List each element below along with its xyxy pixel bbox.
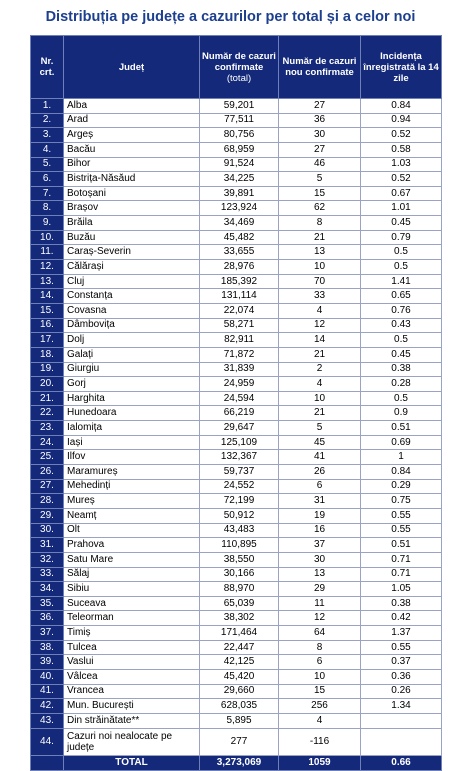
- row-number-cell: 25.: [31, 450, 64, 465]
- incidence-cell: 0.84: [361, 465, 442, 480]
- new-cases-cell: 15: [279, 186, 361, 201]
- total-incidenta: 0.66: [361, 755, 442, 770]
- new-cases-cell: 10: [279, 260, 361, 275]
- county-name-cell: Satu Mare: [64, 552, 200, 567]
- table-row: [31, 523, 442, 538]
- row-number-cell: 31.: [31, 538, 64, 553]
- row-number-cell: 20.: [31, 377, 64, 392]
- header-nr-line2: crt.: [39, 67, 55, 78]
- row-number-cell: 4.: [31, 142, 64, 157]
- table-row: [31, 699, 442, 714]
- confirmed-total-cell: 33,655: [200, 245, 279, 260]
- confirmed-total-cell: 31,839: [200, 362, 279, 377]
- incidence-cell: 0.5: [361, 245, 442, 260]
- confirmed-total-cell: 58,271: [200, 318, 279, 333]
- new-cases-cell: 4: [279, 303, 361, 318]
- new-cases-cell: 30: [279, 128, 361, 143]
- row-number-cell: 2.: [31, 113, 64, 128]
- county-name-cell: Bacău: [64, 142, 200, 157]
- new-cases-cell: 30: [279, 552, 361, 567]
- incidence-cell: 0.55: [361, 508, 442, 523]
- row-number-cell: 27.: [31, 479, 64, 494]
- confirmed-total-cell: 59,737: [200, 465, 279, 480]
- table-row: [31, 333, 442, 348]
- incidence-cell: 0.71: [361, 567, 442, 582]
- county-name-cell: Argeș: [64, 128, 200, 143]
- new-cases-cell: 70: [279, 274, 361, 289]
- new-cases-cell: 11: [279, 596, 361, 611]
- table-row: [31, 421, 442, 436]
- county-name-cell: Vrancea: [64, 684, 200, 699]
- total-label-spacer: [31, 755, 64, 770]
- county-name-cell: Constanța: [64, 289, 200, 304]
- row-number-cell: 24.: [31, 435, 64, 450]
- table-row: [31, 728, 442, 755]
- incidence-cell: 1.37: [361, 626, 442, 641]
- confirmed-total-cell: 22,447: [200, 640, 279, 655]
- row-number-cell: 12.: [31, 260, 64, 275]
- table-row: [31, 289, 442, 304]
- row-number-cell: 39.: [31, 655, 64, 670]
- confirmed-total-cell: 125,109: [200, 435, 279, 450]
- county-name-cell: Teleorman: [64, 611, 200, 626]
- incidence-cell: 1.05: [361, 582, 442, 597]
- total-confirmate: 3,273,069: [200, 755, 279, 770]
- row-number-cell: 15.: [31, 303, 64, 318]
- county-name-cell: Hunedoara: [64, 406, 200, 421]
- county-name-cell: Iași: [64, 435, 200, 450]
- confirmed-total-cell: 30,166: [200, 567, 279, 582]
- row-number-cell: 1.: [31, 99, 64, 114]
- confirmed-total-cell: 34,225: [200, 172, 279, 187]
- row-number-cell: 21.: [31, 391, 64, 406]
- new-cases-cell: 10: [279, 391, 361, 406]
- incidence-cell: 0.65: [361, 289, 442, 304]
- table-row: [31, 713, 442, 728]
- county-name-cell: Sălaj: [64, 567, 200, 582]
- confirmed-total-cell: 80,756: [200, 128, 279, 143]
- county-name-cell: Dâmbovița: [64, 318, 200, 333]
- incidence-cell: 0.5: [361, 260, 442, 275]
- confirmed-total-cell: 71,872: [200, 347, 279, 362]
- row-number-cell: 19.: [31, 362, 64, 377]
- county-name-cell: Suceava: [64, 596, 200, 611]
- county-name-cell: Timiș: [64, 626, 200, 641]
- table-row: [31, 99, 442, 114]
- confirmed-total-cell: 88,970: [200, 582, 279, 597]
- county-name-cell: Neamț: [64, 508, 200, 523]
- table-row: [31, 567, 442, 582]
- confirmed-total-cell: 628,035: [200, 699, 279, 714]
- table-row: [31, 465, 442, 480]
- table-row: [31, 538, 442, 553]
- incidence-cell: [361, 728, 442, 755]
- table-row: [31, 435, 442, 450]
- county-name-cell: Mehedinți: [64, 479, 200, 494]
- county-name-cell: Gorj: [64, 377, 200, 392]
- header-judet: Județ: [64, 36, 200, 99]
- table-row: [31, 230, 442, 245]
- county-name-cell: Galați: [64, 347, 200, 362]
- new-cases-cell: 36: [279, 113, 361, 128]
- table-body: [31, 99, 442, 756]
- new-cases-cell: 21: [279, 406, 361, 421]
- incidence-cell: 0.9: [361, 406, 442, 421]
- county-name-cell: Călărași: [64, 260, 200, 275]
- incidence-cell: 1: [361, 450, 442, 465]
- confirmed-total-cell: 28,976: [200, 260, 279, 275]
- new-cases-cell: 31: [279, 494, 361, 509]
- county-name-cell: Ialomița: [64, 421, 200, 436]
- county-name-cell: Sibiu: [64, 582, 200, 597]
- new-cases-cell: 13: [279, 567, 361, 582]
- header-confirmate: [200, 36, 279, 99]
- row-number-cell: 42.: [31, 699, 64, 714]
- row-number-cell: 10.: [31, 230, 64, 245]
- new-cases-cell: 10: [279, 669, 361, 684]
- county-name-cell: Giurgiu: [64, 362, 200, 377]
- row-number-cell: 11.: [31, 245, 64, 260]
- incidence-cell: [361, 713, 442, 728]
- table-row: [31, 142, 442, 157]
- incidence-cell: 0.36: [361, 669, 442, 684]
- table-row: [31, 406, 442, 421]
- incidence-cell: 0.51: [361, 538, 442, 553]
- row-number-cell: 23.: [31, 421, 64, 436]
- county-name-cell: Vaslui: [64, 655, 200, 670]
- new-cases-cell: 26: [279, 465, 361, 480]
- row-number-cell: 8.: [31, 201, 64, 216]
- county-name-cell: Vâlcea: [64, 669, 200, 684]
- confirmed-total-cell: 59,201: [200, 99, 279, 114]
- row-number-cell: 44.: [31, 728, 64, 755]
- new-cases-cell: 2: [279, 362, 361, 377]
- row-number-cell: 13.: [31, 274, 64, 289]
- row-number-cell: 40.: [31, 669, 64, 684]
- confirmed-total-cell: 185,392: [200, 274, 279, 289]
- new-cases-cell: 46: [279, 157, 361, 172]
- incidence-cell: 0.38: [361, 596, 442, 611]
- row-number-cell: 7.: [31, 186, 64, 201]
- county-name-cell: Arad: [64, 113, 200, 128]
- incidence-cell: 0.76: [361, 303, 442, 318]
- county-name-cell: Mun. București: [64, 699, 200, 714]
- county-cases-table: [30, 35, 442, 771]
- confirmed-total-cell: 277: [200, 728, 279, 755]
- table-row: [31, 362, 442, 377]
- county-name-cell: Maramureș: [64, 465, 200, 480]
- incidence-cell: 1.41: [361, 274, 442, 289]
- row-number-cell: 17.: [31, 333, 64, 348]
- header-confirmate-sub: (total): [226, 72, 252, 84]
- new-cases-cell: 16: [279, 523, 361, 538]
- header-noi: Număr de cazuri nou confirmate: [279, 36, 361, 99]
- incidence-cell: 0.79: [361, 230, 442, 245]
- incidence-cell: 0.42: [361, 611, 442, 626]
- confirmed-total-cell: 91,524: [200, 157, 279, 172]
- new-cases-cell: 37: [279, 538, 361, 553]
- table-row: [31, 274, 442, 289]
- incidence-cell: 0.28: [361, 377, 442, 392]
- row-number-cell: 37.: [31, 626, 64, 641]
- confirmed-total-cell: 39,891: [200, 186, 279, 201]
- total-noi: 1059: [279, 755, 361, 770]
- county-name-cell: Caraș-Severin: [64, 245, 200, 260]
- confirmed-total-cell: 123,924: [200, 201, 279, 216]
- table-row: [31, 669, 442, 684]
- new-cases-cell: 21: [279, 230, 361, 245]
- total-label: TOTAL: [64, 755, 200, 770]
- confirmed-total-cell: 77,511: [200, 113, 279, 128]
- incidence-cell: 0.84: [361, 99, 442, 114]
- county-name-cell: Bihor: [64, 157, 200, 172]
- new-cases-cell: 62: [279, 201, 361, 216]
- confirmed-total-cell: 38,302: [200, 611, 279, 626]
- incidence-cell: 0.5: [361, 333, 442, 348]
- county-name-cell: Prahova: [64, 538, 200, 553]
- row-number-cell: 9.: [31, 216, 64, 231]
- header-incidenta: Incidența înregistrată la 14 zile: [361, 36, 442, 99]
- table-row: [31, 596, 442, 611]
- confirmed-total-cell: 171,464: [200, 626, 279, 641]
- new-cases-cell: 33: [279, 289, 361, 304]
- table-header-row: [31, 36, 442, 99]
- row-number-cell: 43.: [31, 713, 64, 728]
- table-row: [31, 186, 442, 201]
- new-cases-cell: 6: [279, 655, 361, 670]
- new-cases-cell: 256: [279, 699, 361, 714]
- county-name-cell: Olt: [64, 523, 200, 538]
- confirmed-total-cell: 50,912: [200, 508, 279, 523]
- confirmed-total-cell: 45,420: [200, 669, 279, 684]
- row-number-cell: 18.: [31, 347, 64, 362]
- new-cases-cell: 8: [279, 640, 361, 655]
- incidence-cell: 0.69: [361, 435, 442, 450]
- confirmed-total-cell: 29,660: [200, 684, 279, 699]
- incidence-cell: 1.34: [361, 699, 442, 714]
- table-row: [31, 245, 442, 260]
- table-row: [31, 640, 442, 655]
- incidence-cell: 0.45: [361, 216, 442, 231]
- confirmed-total-cell: 72,199: [200, 494, 279, 509]
- header-confirmate-label: Număr de cazuri confirmate: [202, 50, 276, 73]
- confirmed-total-cell: 43,483: [200, 523, 279, 538]
- county-name-cell: Harghita: [64, 391, 200, 406]
- table-row: [31, 260, 442, 275]
- incidence-cell: 0.51: [361, 421, 442, 436]
- new-cases-cell: 13: [279, 245, 361, 260]
- incidence-cell: 0.71: [361, 552, 442, 567]
- row-number-cell: 33.: [31, 567, 64, 582]
- new-cases-cell: 6: [279, 479, 361, 494]
- incidence-cell: 0.58: [361, 142, 442, 157]
- new-cases-cell: 27: [279, 99, 361, 114]
- confirmed-total-cell: 38,550: [200, 552, 279, 567]
- county-name-cell: Covasna: [64, 303, 200, 318]
- confirmed-total-cell: 66,219: [200, 406, 279, 421]
- incidence-cell: 1.03: [361, 157, 442, 172]
- confirmed-total-cell: 24,594: [200, 391, 279, 406]
- row-number-cell: 5.: [31, 157, 64, 172]
- incidence-cell: 0.67: [361, 186, 442, 201]
- county-name-cell: Brăila: [64, 216, 200, 231]
- table-row: [31, 128, 442, 143]
- incidence-cell: 0.94: [361, 113, 442, 128]
- incidence-cell: 0.43: [361, 318, 442, 333]
- table-row: [31, 684, 442, 699]
- row-number-cell: 22.: [31, 406, 64, 421]
- incidence-cell: 0.45: [361, 347, 442, 362]
- incidence-cell: 0.38: [361, 362, 442, 377]
- page-title: Distribuția pe județe a cazurilor per total și a celor noi: [45, 9, 416, 25]
- table-row: [31, 611, 442, 626]
- incidence-cell: 0.55: [361, 523, 442, 538]
- confirmed-total-cell: 45,482: [200, 230, 279, 245]
- confirmed-total-cell: 68,959: [200, 142, 279, 157]
- table-row: [31, 508, 442, 523]
- county-name-cell: Din străinătate**: [64, 713, 200, 728]
- county-name-cell: Bistrița-Năsăud: [64, 172, 200, 187]
- table-row: [31, 303, 442, 318]
- new-cases-cell: 19: [279, 508, 361, 523]
- confirmed-total-cell: 24,552: [200, 479, 279, 494]
- new-cases-cell: 27: [279, 142, 361, 157]
- new-cases-cell: 8: [279, 216, 361, 231]
- new-cases-cell: 12: [279, 611, 361, 626]
- new-cases-cell: 14: [279, 333, 361, 348]
- table-row: [31, 172, 442, 187]
- row-number-cell: 3.: [31, 128, 64, 143]
- confirmed-total-cell: 110,895: [200, 538, 279, 553]
- new-cases-cell: 5: [279, 172, 361, 187]
- county-name-cell: Alba: [64, 99, 200, 114]
- row-number-cell: 28.: [31, 494, 64, 509]
- table-row: [31, 450, 442, 465]
- header-nr-line1: Nr.: [40, 56, 54, 67]
- new-cases-cell: 45: [279, 435, 361, 450]
- table-row: [31, 201, 442, 216]
- confirmed-total-cell: 29,647: [200, 421, 279, 436]
- table-row: [31, 582, 442, 597]
- incidence-cell: 0.55: [361, 640, 442, 655]
- table-row: [31, 157, 442, 172]
- row-number-cell: 36.: [31, 611, 64, 626]
- table-row: [31, 494, 442, 509]
- confirmed-total-cell: 131,114: [200, 289, 279, 304]
- county-name-cell: Mureș: [64, 494, 200, 509]
- confirmed-total-cell: 24,959: [200, 377, 279, 392]
- row-number-cell: 38.: [31, 640, 64, 655]
- new-cases-cell: 64: [279, 626, 361, 641]
- confirmed-total-cell: 22,074: [200, 303, 279, 318]
- row-number-cell: 30.: [31, 523, 64, 538]
- county-name-cell: Tulcea: [64, 640, 200, 655]
- row-number-cell: 35.: [31, 596, 64, 611]
- new-cases-cell: 12: [279, 318, 361, 333]
- new-cases-cell: 4: [279, 713, 361, 728]
- table-total-row: [31, 755, 442, 770]
- new-cases-cell: 5: [279, 421, 361, 436]
- table-row: [31, 216, 442, 231]
- row-number-cell: 34.: [31, 582, 64, 597]
- new-cases-cell: 41: [279, 450, 361, 465]
- confirmed-total-cell: 42,125: [200, 655, 279, 670]
- incidence-cell: 0.26: [361, 684, 442, 699]
- incidence-cell: 0.75: [361, 494, 442, 509]
- county-name-cell: Ilfov: [64, 450, 200, 465]
- county-name-cell: Botoșani: [64, 186, 200, 201]
- table-row: [31, 377, 442, 392]
- incidence-cell: 1.01: [361, 201, 442, 216]
- county-name-cell: Brașov: [64, 201, 200, 216]
- table-row: [31, 347, 442, 362]
- table-row: [31, 113, 442, 128]
- row-number-cell: 14.: [31, 289, 64, 304]
- confirmed-total-cell: 5,895: [200, 713, 279, 728]
- header-nr: [31, 36, 64, 99]
- county-name-cell: Cazuri noi nealocate pe județe: [64, 728, 200, 755]
- incidence-cell: 0.29: [361, 479, 442, 494]
- row-number-cell: 29.: [31, 508, 64, 523]
- table-row: [31, 655, 442, 670]
- confirmed-total-cell: 82,911: [200, 333, 279, 348]
- county-name-cell: Buzău: [64, 230, 200, 245]
- new-cases-cell: 15: [279, 684, 361, 699]
- row-number-cell: 32.: [31, 552, 64, 567]
- new-cases-cell: 4: [279, 377, 361, 392]
- table-row: [31, 391, 442, 406]
- row-number-cell: 26.: [31, 465, 64, 480]
- county-name-cell: Dolj: [64, 333, 200, 348]
- county-name-cell: Cluj: [64, 274, 200, 289]
- row-number-cell: 16.: [31, 318, 64, 333]
- table-row: [31, 552, 442, 567]
- row-number-cell: 41.: [31, 684, 64, 699]
- new-cases-cell: 21: [279, 347, 361, 362]
- table-row: [31, 626, 442, 641]
- confirmed-total-cell: 65,039: [200, 596, 279, 611]
- row-number-cell: 6.: [31, 172, 64, 187]
- table-row: [31, 479, 442, 494]
- table-row: [31, 318, 442, 333]
- confirmed-total-cell: 132,367: [200, 450, 279, 465]
- incidence-cell: 0.5: [361, 391, 442, 406]
- incidence-cell: 0.37: [361, 655, 442, 670]
- incidence-cell: 0.52: [361, 172, 442, 187]
- new-cases-cell: 29: [279, 582, 361, 597]
- new-cases-cell: -116: [279, 728, 361, 755]
- incidence-cell: 0.52: [361, 128, 442, 143]
- confirmed-total-cell: 34,469: [200, 216, 279, 231]
